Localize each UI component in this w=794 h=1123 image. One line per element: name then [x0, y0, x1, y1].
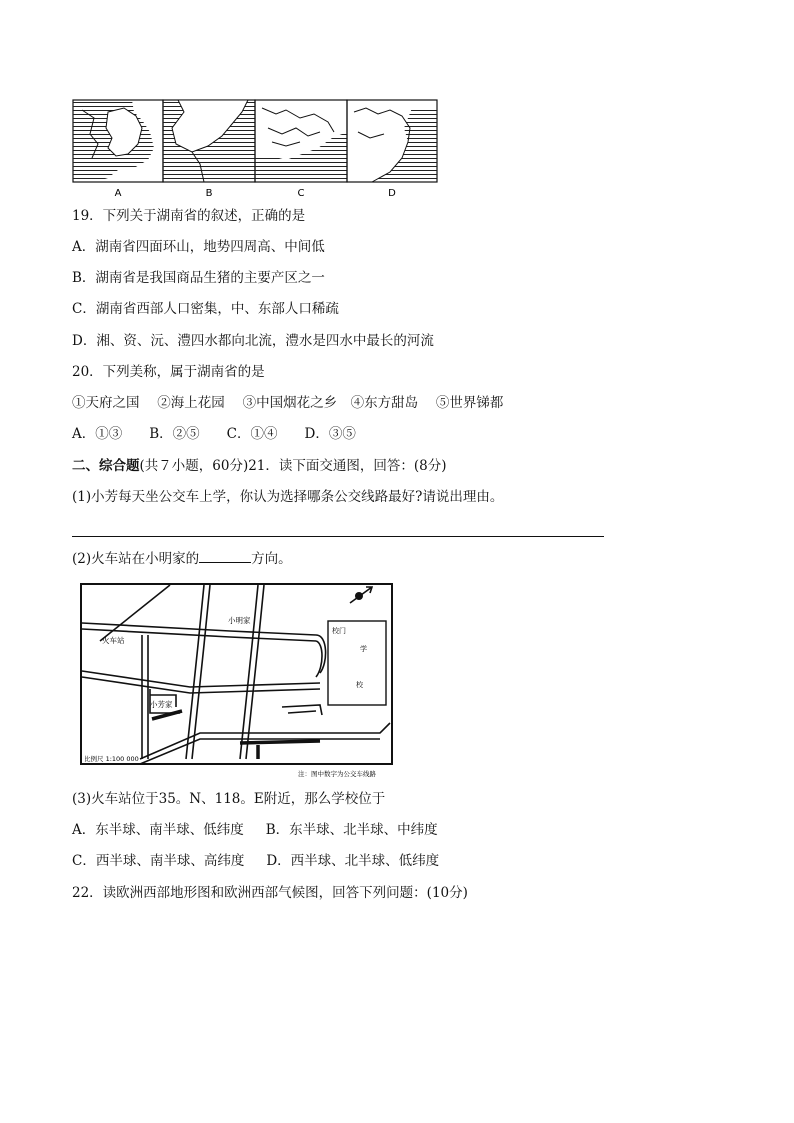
q21-option-c: C．西半球、南半球、高纬度 — [72, 853, 245, 869]
map-label-d: D — [388, 188, 396, 198]
label-school-char1: 学 — [360, 645, 367, 653]
q19-option-b: B．湖南省是我国商品生猪的主要产区之一 — [72, 270, 325, 286]
q21-part2-before: (2)火车站在小明家的 — [72, 551, 200, 567]
map-label-a: A — [114, 188, 122, 198]
map-note: 注：图中数字为公交车线路 — [298, 770, 376, 778]
scale-bar-label: 比例尺 1:100 000 — [84, 755, 139, 763]
label-xiaofang-home: 小芳家 — [150, 700, 173, 709]
q21-part3-options-row2 — [72, 852, 439, 870]
q21-part1: (1)小芳每天坐公交车上学，你认为选择哪条公交线路最好?请说出理由。 — [72, 489, 504, 505]
q21-part2-blank — [199, 550, 251, 563]
label-train-station: 火车站 — [102, 636, 125, 645]
q21-part3-options-row1 — [72, 821, 438, 839]
map-d — [347, 100, 437, 182]
q21-option-b: B．东半球、北半球、中纬度 — [265, 822, 438, 838]
q19-option-d: D．湘、资、沅、澧四水都向北流，澧水是四水中最长的河流 — [72, 333, 434, 349]
map-a — [73, 100, 163, 182]
section2-heading — [72, 457, 447, 475]
q21-option-d: D．西半球、北半球、低纬度 — [266, 853, 440, 869]
q21-part2 — [72, 550, 292, 568]
transit-map — [80, 583, 393, 779]
q21-part3: (3)火车站位于35。N、118。E附近，那么学校位于 — [72, 791, 386, 807]
answer-line — [72, 536, 604, 537]
label-school-gate: 校门 — [332, 627, 346, 635]
section2-title: 二、综合题 — [72, 458, 140, 474]
q21-option-a: A．东半球、南半球、低纬度 — [72, 822, 244, 838]
map-c — [255, 100, 347, 182]
q19-stem: 19．下列关于湖南省的叙述，正确的是 — [72, 208, 306, 224]
map-b — [163, 100, 255, 182]
label-school-char2: 校 — [356, 681, 363, 689]
label-xiaoming-home: 小明家 — [228, 616, 251, 625]
section2-rest: (共７小题，60分)21．读下面交通图，回答：(8分) — [139, 458, 447, 474]
q19-option-c: C．湖南省西部人口密集，中、东部人口稀疏 — [72, 301, 339, 317]
map-label-c: C — [297, 188, 305, 198]
q22-stem: 22．读欧洲西部地形图和欧洲西部气候图，回答下列问题：(10分) — [72, 885, 468, 901]
q20-stem: 20．下列美称，属于湖南省的是 — [72, 364, 265, 380]
q20-items: ①天府之国 ②海上花园 ③中国烟花之乡 ④东方甜岛 ⑤世界锑都 — [72, 395, 504, 411]
q21-part2-after: 方向。 — [251, 551, 292, 567]
map-label-b: B — [205, 188, 213, 198]
province-maps-figure — [72, 98, 438, 198]
q19-option-a: A．湖南省四面环山，地势四周高、中间低 — [72, 239, 325, 255]
q20-options: A．①③ B．②⑤ C．①④ D．③⑤ — [72, 426, 356, 442]
